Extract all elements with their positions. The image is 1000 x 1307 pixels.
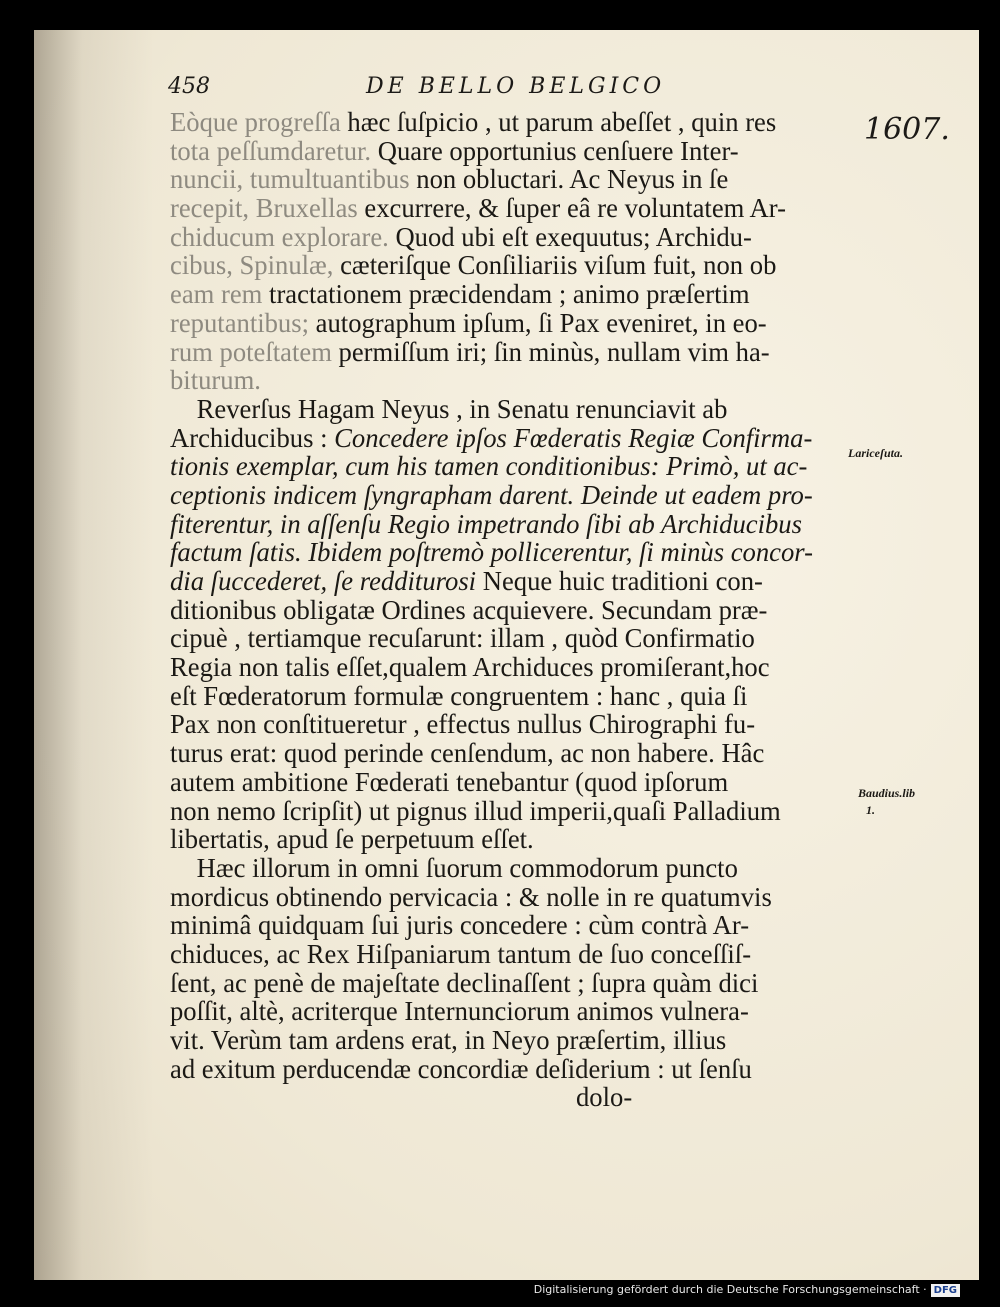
text-line [170,768,850,797]
text-line [170,137,850,166]
text-line [170,567,850,596]
line-text: Quod ubi eſt exequutus; Archidu- [388,221,752,252]
line-text: dolo- [170,1082,633,1113]
text-line [170,797,850,826]
text-line [170,538,850,567]
text-line [170,682,850,711]
line-text: non obluctari. Ac Neyus in ſe [409,164,729,195]
text-line [170,1055,850,1084]
line-text: permiſſum iri; ſin minùs, nullam vim ha- [331,336,770,367]
line-text: Archiducibus : [170,422,335,453]
faded-text: Eòque progreſſa [170,107,341,137]
line-text: vit. Verùm tam ardens erat, in Neyo præſertim, illius [170,1025,727,1055]
text-line [170,653,850,682]
text-line [170,739,850,768]
italic-text: dia ſuccederet, ſe redditurosi [170,566,477,596]
faded-text: cibus, Spinulæ, [170,250,334,281]
text-line [170,940,850,969]
italic-text: fiterentur, in aſſenſu Regio impetrando ſibi ab Archiducibus [170,508,802,539]
line-text: turus erat: quod perinde cenſendum, ac non habere. Hâc [170,738,765,769]
faded-text: recepit, Bruxellas [170,193,358,224]
line-text: Hæc illorum in omni ſuorum commodorum puncto [170,852,738,883]
italic-text: ceptionis indicem ſyngrapham darent. Deinde ut eadem pro- [170,479,813,510]
footer-credit [534,1283,960,1299]
line-text: non nemo ſcripſit) ut pignus illud imperii,quaſi Palladium [170,795,781,826]
marginal-year: 1607. [864,112,950,147]
footer-text: Digitalisierung gefördert durch die Deutsche Forschungsgemeinschaft · [533,1283,927,1296]
margin-note-baudius-2: 1. [866,803,875,817]
faded-text: reputantibus; [170,307,310,338]
line-text: Reverſus Hagam Neyus , in Senatu renunciavit ab [170,393,728,424]
line-text: Quare opportunius cenſuere Inter- [371,135,739,166]
text-line [170,309,850,338]
text-line [170,883,850,912]
italic-text: Concedere ipſos Fœderatis Regiæ Confirma- [334,422,813,453]
margin-note-baudius: Baudius.lib [858,786,916,800]
line-text: ditionibus obligatæ Ordines acquievere. Secundam præ- [170,594,768,625]
text-line [170,165,850,194]
text-line [170,596,850,625]
line-text: cæteriſque Conſiliariis viſum fuit, non ob [333,250,777,281]
line-text: libertatis, apud ſe perpetuum eſſet. [170,824,534,855]
line-text: ad exitum perducendæ concordiæ deſiderium : ut ſenſu [170,1053,752,1084]
text-line [170,997,850,1026]
text-line [170,223,850,252]
text-line [170,395,850,424]
faded-text: chiducum explorare. [170,221,389,252]
faded-text: nuncii, tumultuantibus [170,164,410,195]
dfg-logo: DFG [931,1284,960,1297]
line-text: eſt Fœderatorum formulæ congruentem : hanc , quia ſi [170,680,748,711]
text-line [170,338,850,367]
line-text: Regia non talis eſſet,qualem Archiduces promiſerant,hoc [170,652,770,683]
faded-text: biturum. [170,365,261,396]
line-text: cipuè , tertiamque recuſarunt: illam , quòd Confirmatio [170,623,755,654]
text-line [170,969,850,998]
text-line [170,854,850,883]
text-line [170,366,850,395]
margin-note-lariceputa: Lariceſuta. [848,446,903,460]
text-line [170,481,850,510]
text-line [170,1026,850,1055]
line-text: chiduces, ac Rex Hiſpaniarum tantum de ſuo conceſſiſ- [170,938,752,969]
text-line [170,194,850,223]
text-line [170,251,850,280]
faded-text: tota peſſumdaretur. [170,135,372,166]
page-number: 458 [168,74,210,99]
text-line [170,710,850,739]
main-text [170,108,860,1112]
line-text: ſent, ac penè de majeſtate declinaſſent ; ſupra quàm dici [170,967,759,998]
line-text: poſſit, altè, acriterque Internunciorum animos vulnera- [170,996,749,1027]
line-text: Pax non conſtitueretur , effectus nullus Chirographi fu- [170,709,756,740]
line-text: autem ambitione Fœderati tenebantur (quod ipſorum [170,766,729,797]
faded-text: rum poteſtatem [170,336,332,367]
text-line [170,911,850,940]
running-head: DE BELLO BELGICO [366,74,666,99]
line-text: autographum ipſum, ſi Pax eveniret, in eo- [309,307,767,338]
line-text: tractationem præcidendam ; animo præſertim [262,279,750,310]
line-text: minimâ quidquam ſui juris concedere : cùm contrà Ar- [170,910,750,941]
page-header [168,74,688,104]
italic-text: tionis exemplar, cum his tamen conditionibus: Primò, ut ac- [170,451,808,482]
text-line [170,424,850,453]
text-line [170,1083,850,1112]
text-line [170,825,850,854]
italic-text: factum ſatis. Ibidem poſtremò pollicerentur, ſi minùs concor- [170,537,814,568]
text-line [170,452,850,481]
line-text-after: Neque huic traditioni con- [476,566,763,596]
line-text: mordicus obtinendo pervicacia : & nolle in re quatumvis [170,881,772,912]
text-line [170,280,850,309]
line-text: excurrere, & ſuper eâ re voluntatem Ar- [357,193,786,224]
text-line [170,108,850,137]
text-line [170,510,850,539]
faded-text: eam rem [170,279,263,310]
text-line [170,624,850,653]
line-text: hæc ſuſpicio , ut parum abeſſet , quin res [340,107,777,137]
